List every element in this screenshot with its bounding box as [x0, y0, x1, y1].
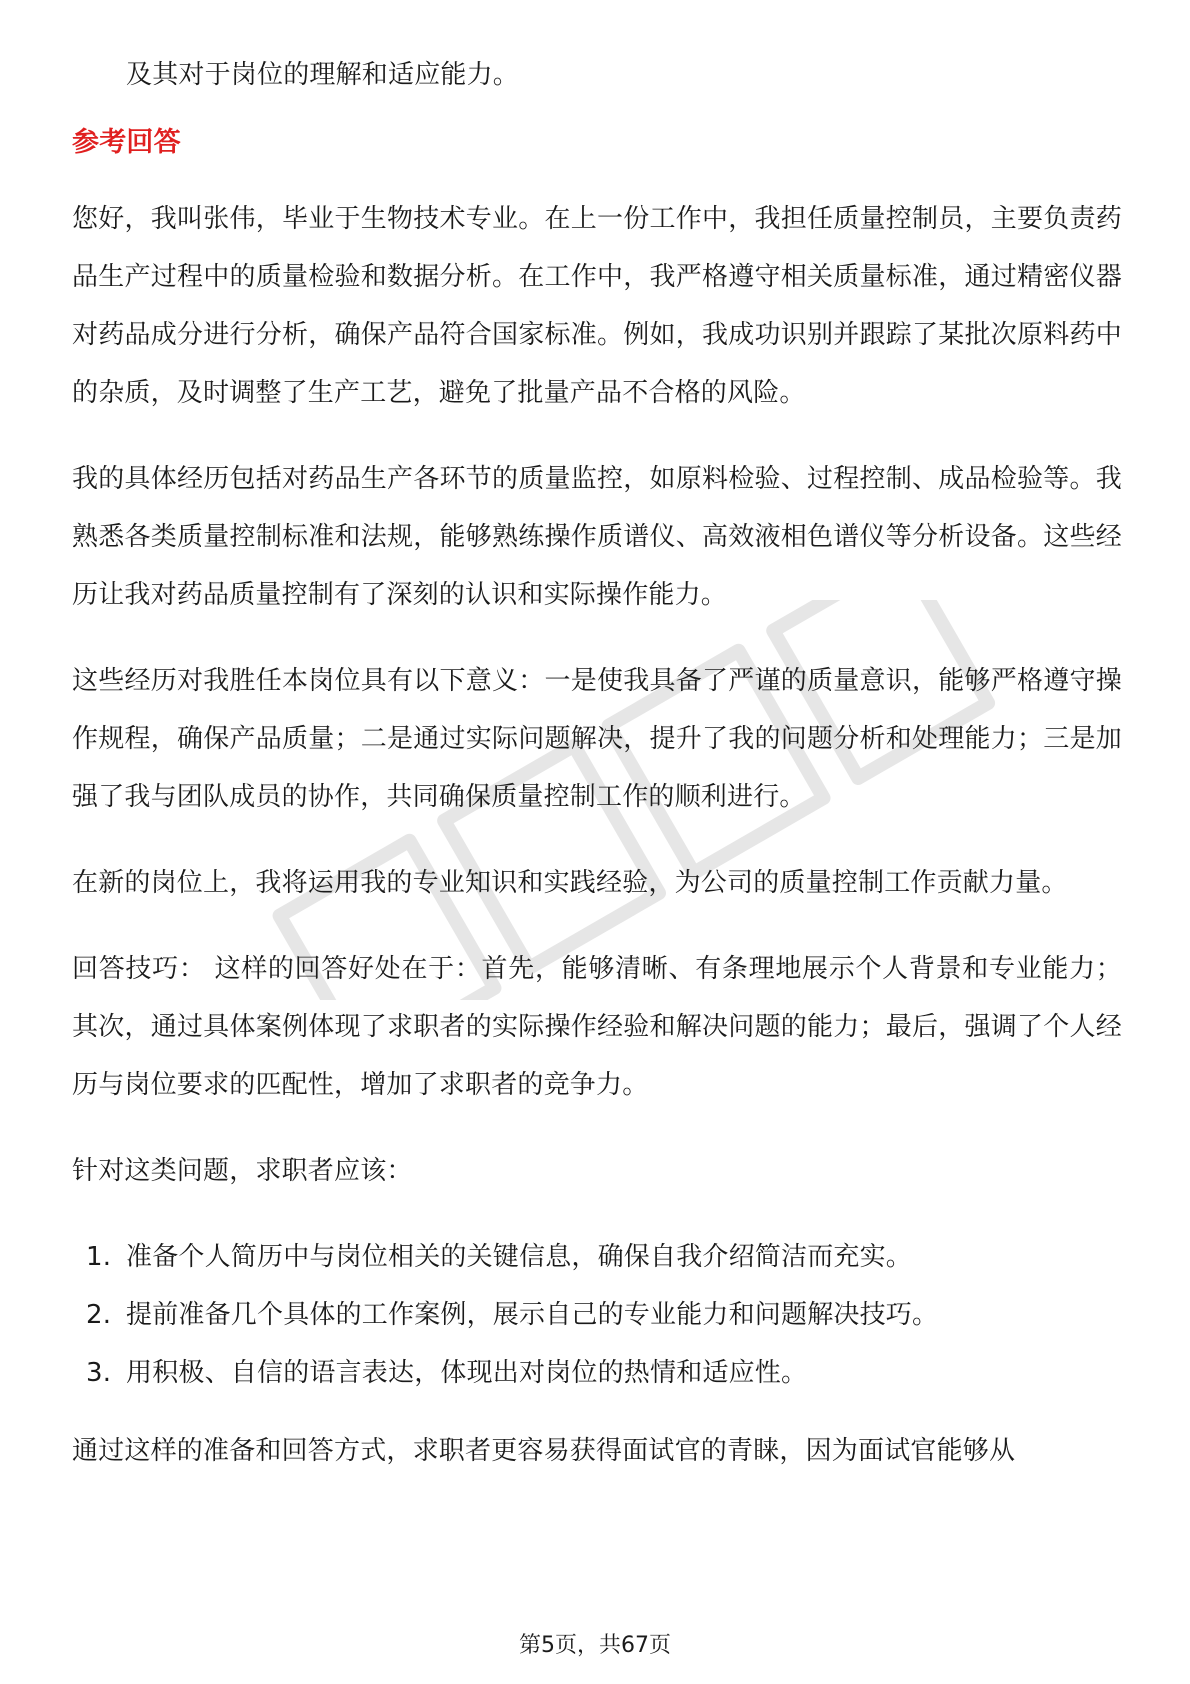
closing-paragraph: 通过这样的准备和回答方式，求职者更容易获得面试官的青睐，因为面试官能够从 — [72, 1436, 1016, 1466]
answer-paragraph-significance: 这些经历对我胜任本岗位具有以下意义：一是使我具备了严谨的质量意识，能够严格遵守操作规程，确保产品质量；二是通过实际问题解决，提升了我的问题分析和处理能力；三是加强了我与团队成员的协作，共同确保质量控制工作的顺利进行。 — [72, 666, 1122, 812]
advice-intro: 针对这类问题，求职者应该： — [72, 1156, 413, 1186]
answer-paragraph-intro: 您好，我叫张伟，毕业于生物技术专业。在上一份工作中，我担任质量控制员，主要负责药品生产过程中的质量检验和数据分析。在工作中，我严格遵守相关质量标准，通过精密仪器对药品成分进行分析，确保产品符合国家标准。例如，我成功识别并跟踪了某批次原料药中的杂质，及时调整了生产工艺，避免了批量产品不合格的风险。 — [72, 204, 1122, 408]
document-body — [72, 46, 1122, 1508]
list-item — [72, 1286, 1122, 1344]
continuation-line: 及其对于岗位的理解和适应能力。 — [126, 60, 520, 90]
section-title: 参考回答 — [72, 127, 181, 158]
list-item — [72, 1344, 1122, 1402]
list-item-number: 1. — [86, 1242, 112, 1272]
answer-paragraph-conclusion: 在新的岗位上，我将运用我的专业知识和实践经验，为公司的质量控制工作贡献力量。 — [72, 868, 1068, 898]
advice-list — [72, 1228, 1122, 1402]
list-item-text: 准备个人简历中与岗位相关的关键信息，确保自我介绍简洁而充实。 — [126, 1242, 913, 1272]
list-item-text: 用积极、自信的语言表达，体现出对岗位的热情和适应性。 — [126, 1358, 808, 1388]
page-number: 第5页，共67页 — [519, 1633, 671, 1658]
tips-paragraph: 回答技巧： 这样的回答好处在于：首先，能够清晰、有条理地展示个人背景和专业能力；其次，通过具体案例体现了求职者的实际操作经验和解决问题的能力；最后，强调了个人经历与岗位要求的匹配性，增加了求职者的竞争力。 — [72, 954, 1123, 1100]
list-item-number: 2. — [86, 1300, 112, 1330]
list-item-text: 提前准备几个具体的工作案例，展示自己的专业能力和问题解决技巧。 — [126, 1300, 939, 1330]
list-item-number: 3. — [86, 1358, 112, 1388]
answer-paragraph-experience: 我的具体经历包括对药品生产各环节的质量监控，如原料检验、过程控制、成品检验等。我熟悉各类质量控制标准和法规，能够熟练操作质谱仪、高效液相色谱仪等分析设备。这些经历让我对药品质量控制有了深刻的认识和实际操作能力。 — [72, 464, 1122, 610]
list-item — [72, 1228, 1122, 1286]
